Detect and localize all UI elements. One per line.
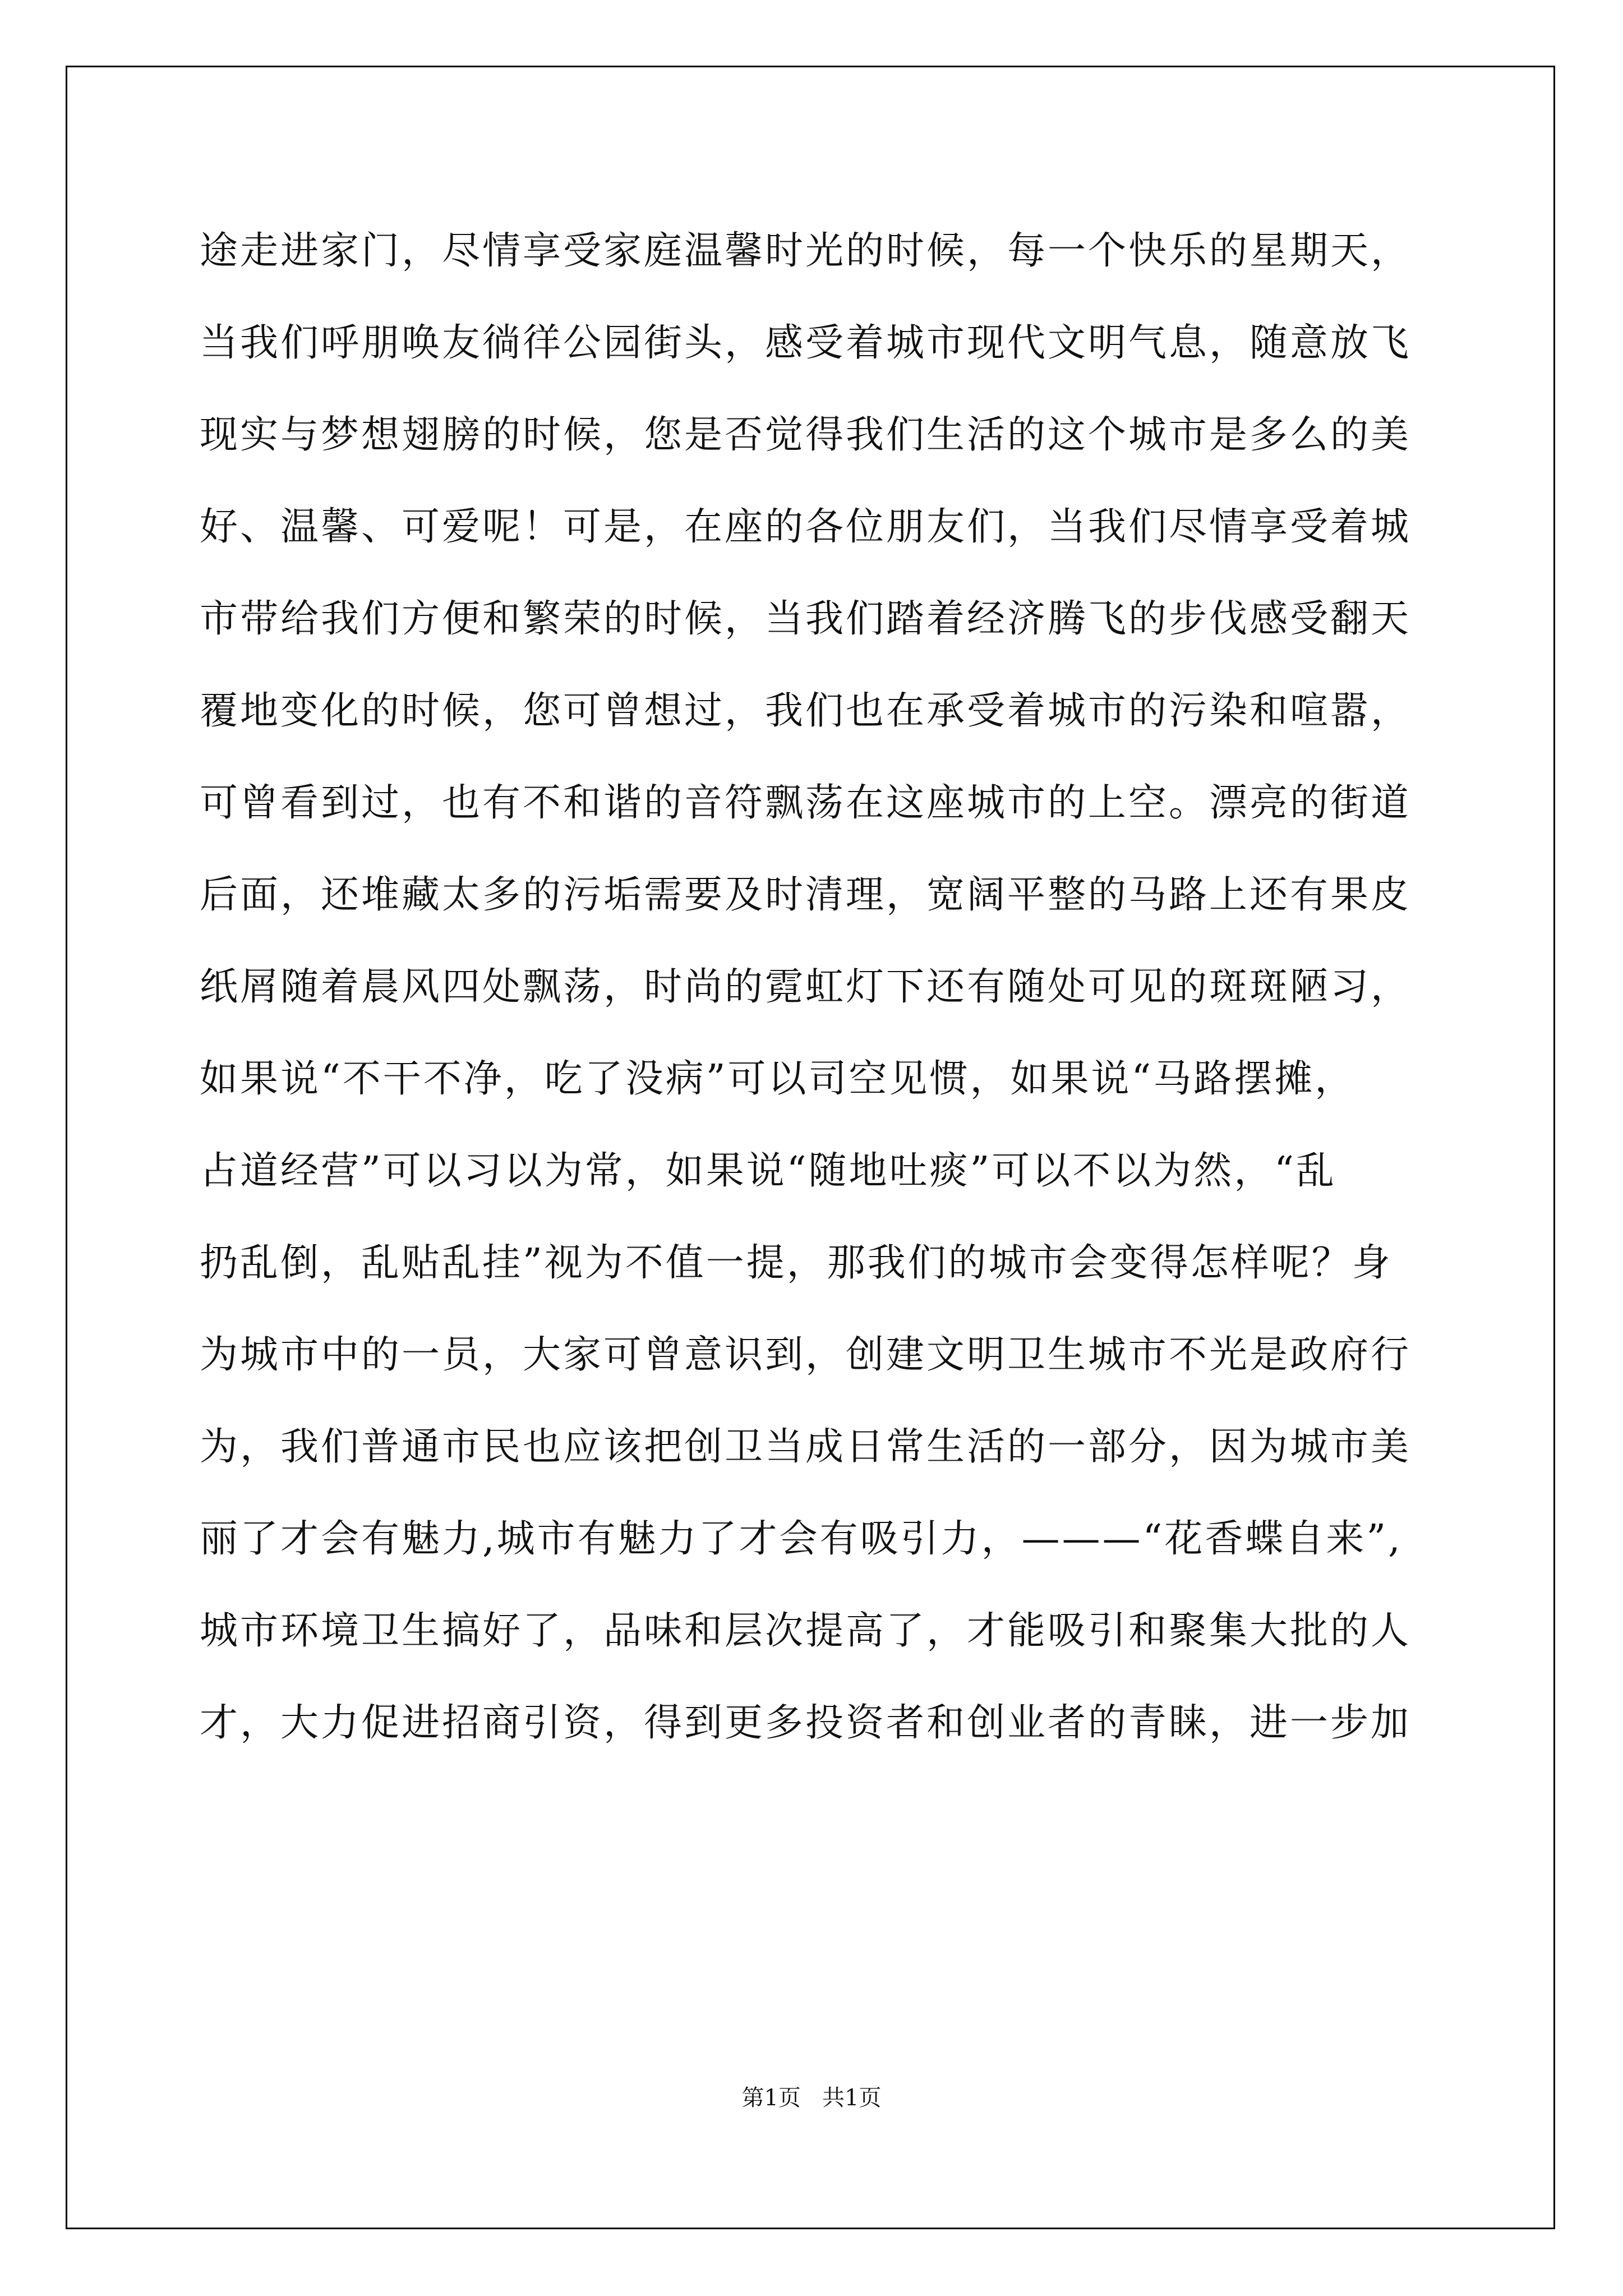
page-number-footer: 第1页 共1页 [741,2085,882,2111]
text-line: 后面，还堆藏太多的污垢需要及时清理，宽阔平整的马路上还有果皮 [200,873,1412,917]
text-line: 才，大力促进招商引资，得到更多投资者和创业者的青睐，进一步加 [200,1701,1412,1745]
text-line: 扔乱倒，乱贴乱挂”视为不值一提，那我们的城市会变得怎样呢？身 [200,1241,1393,1285]
body-text [200,205,1433,1769]
text-line: 纸屑随着晨风四处飘荡，时尚的霓虹灯下还有随处可见的斑斑陋习， [200,965,1412,1009]
text-line: 可曾看到过，也有不和谐的音符飘荡在这座城市的上空。漂亮的街道 [200,781,1412,825]
text-line: 途走进家门，尽情享受家庭温馨时光的时候，每一个快乐的星期天， [200,229,1412,273]
text-line: 丽了才会有魅力,城市有魅力了才会有吸引力，———“花香蝶自来”, [200,1517,1403,1561]
text-line: 覆地变化的时候，您可曾想过，我们也在承受着城市的污染和喧嚣， [200,689,1412,733]
text-line: 市带给我们方便和繁荣的时候，当我们踏着经济腾飞的步伐感受翻天 [200,597,1412,641]
text-line: 为，我们普通市民也应该把创卫当成日常生活的一部分，因为城市美 [200,1425,1412,1469]
text-line: 如果说“不干不净，吃了没病”可以司空见惯，如果说“马路摆摊， [200,1057,1355,1101]
text-line: 城市环境卫生搞好了，品味和层次提高了，才能吸引和聚集大批的人 [200,1609,1412,1653]
text-line: 为城市中的一员，大家可曾意识到，创建文明卫生城市不光是政府行 [200,1333,1412,1377]
text-line: 好、温馨、可爱呢！可是，在座的各位朋友们，当我们尽情享受着城 [200,505,1412,549]
text-line: 当我们呼朋唤友徜徉公园街头，感受着城市现代文明气息，随意放飞 [200,321,1412,365]
text-line: 占道经营”可以习以为常，如果说“随地吐痰”可以不以为然，“乱 [200,1149,1337,1193]
text-line: 现实与梦想翅膀的时候，您是否觉得我们生活的这个城市是多么的美 [200,413,1412,457]
